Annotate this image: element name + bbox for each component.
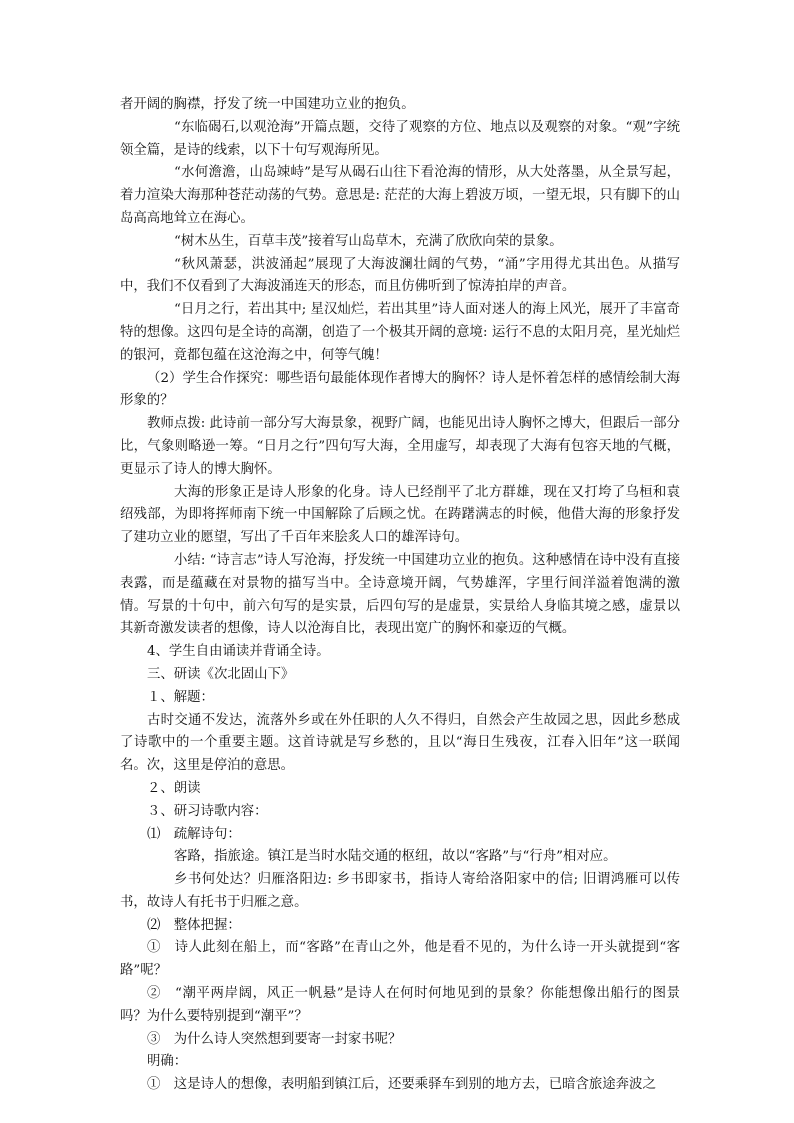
paragraph-9: 大海的形象正是诗人形象的化身。诗人已经削平了北方群雄，现在又打垮了乌桓和袁绍残部，为即将挥师南下统一中国解除了后顾之忧。在踌躇满志的时候，他借大海的形象抒发了建功立业的愿望，写出了千百年来脍炙人口的雄浑诗句。 <box>120 484 680 546</box>
paragraph-8: 教师点拨: 此诗前一部分写大海景象，视野广阔，也能见出诗人胸怀之博大，但跟后一部分比，气象则略逊一筹。“日月之行”四句写大海，全用虚写，却表现了大海有包容天地的气概，更显示了诗人的博大胸怀。 <box>120 416 680 477</box>
paragraph-22: ② “潮平两岸阔，风正一帆悬”是诗人在何时何地见到的景象？你能想像出船行的图景吗？为什么要特别提到“潮平”？ <box>120 986 680 1024</box>
paragraph-14: 古时交通不发达，流落外乡或在外任职的人久不得归，自然会产生故园之思，因此乡愁成了诗歌中的一个重要主题。这首诗就是写乡愁的，且以“海日生残夜，江春入旧年”这一联闻名。次，这里是停泊的意思。 <box>120 712 680 774</box>
paragraph-21: ① 诗人此刻在船上，而“客路”在青山之外，他是看不见的，为什么诗一开头就提到“客路”呢？ <box>120 940 680 979</box>
paragraph-25: ① 这是诗人的想像，表明船到镇江后，还要乘驿车到别的地方去，已暗含旅途奔波之 <box>147 1077 656 1093</box>
paragraph-16: ３、研习诗歌内容： <box>147 803 268 819</box>
paragraph-2: “东临碣石,以观沧海”开篇点题，交待了观察的方位、地点以及观察的对象。“观”字统领全篇，是诗的线索，以下十句写观海所见。 <box>120 119 680 158</box>
section-heading: 三、研读《次北固山下》 <box>147 666 295 682</box>
paragraph-18: 客路，指旅途。镇江是当时水陆交通的枢纽，故以“客路”与“行舟”相对应。 <box>174 849 617 865</box>
paragraph-20: ⑵ 整体把握： <box>147 917 241 933</box>
paragraph-24: 明确： <box>147 1054 188 1070</box>
paragraph-23: ③ 为什么诗人突然想到要寄一封家书呢？ <box>147 1031 402 1047</box>
paragraph-4: “树木丛生，百草丰茂”接着写山岛草木，充满了欣欣向荣的景象。 <box>174 233 563 249</box>
document-page <box>120 94 680 1097</box>
paragraph-5: “秋风萧瑟，洪波涌起”展现了大海波澜壮阔的气势，“涌”字用得尤其出色。从描写中，我们不仅看到了大海波涌连天的形态，而且仿佛听到了惊涛拍岸的声音。 <box>120 256 680 295</box>
paragraph-11: 4、学生自由诵读并背诵全诗。 <box>147 644 330 660</box>
paragraph-10: 小结: “诗言志”诗人写沧海，抒发统一中国建功立业的抱负。这种感情在诗中没有直接表露，而是蕴藏在对景物的描写当中。全诗意境开阔，气势雄浑，字里行间洋溢着饱满的激情。写景的十句中，前六句写的是实景，后四句写的是虚景，实景给人身临其境之感，虚景以其新奇激发读者的想像，诗人以沧海自比，表现出宽广的胸怀和豪迈的气概。 <box>120 552 680 637</box>
paragraph-3: “水何澹澹，山岛竦峙”是写从碣石山往下看沧海的情形，从大处落墨，从全景写起，着力渲染大海那种苍茫动荡的气势。意思是: 茫茫的大海上碧波万顷，一望无垠，只有脚下的山岛高高地耸立在海心。 <box>120 165 680 226</box>
paragraph-6: “日月之行，若出其中; 星汉灿烂，若出其里”诗人面对迷人的海上风光，展开了丰富奇特的想像。这四句是全诗的高潮，创造了一个极其开阔的意境: 运行不息的太阳月亮，星光灿烂的银河，竟都包蕴在这沧海之中，何等气魄！ <box>120 302 680 363</box>
paragraph-13: １、解题： <box>147 689 214 705</box>
paragraph-17: ⑴ 疏解诗句： <box>147 826 241 842</box>
paragraph-7: （2）学生合作探究：哪些语句最能体现作者博大的胸怀？诗人是怀着怎样的感情绘制大海形象的？ <box>120 370 680 409</box>
paragraph-19: 乡书何处达？归雁洛阳边: 乡书即家书，指诗人寄给洛阳家中的信; 旧谓鸿雁可以传书，故诗人有托书于归雁之意。 <box>120 872 680 910</box>
paragraph-15: ２、朗读 <box>147 780 201 796</box>
paragraph-1: 者开阔的胸襟，抒发了统一中国建功立业的抱负。 <box>120 97 415 112</box>
